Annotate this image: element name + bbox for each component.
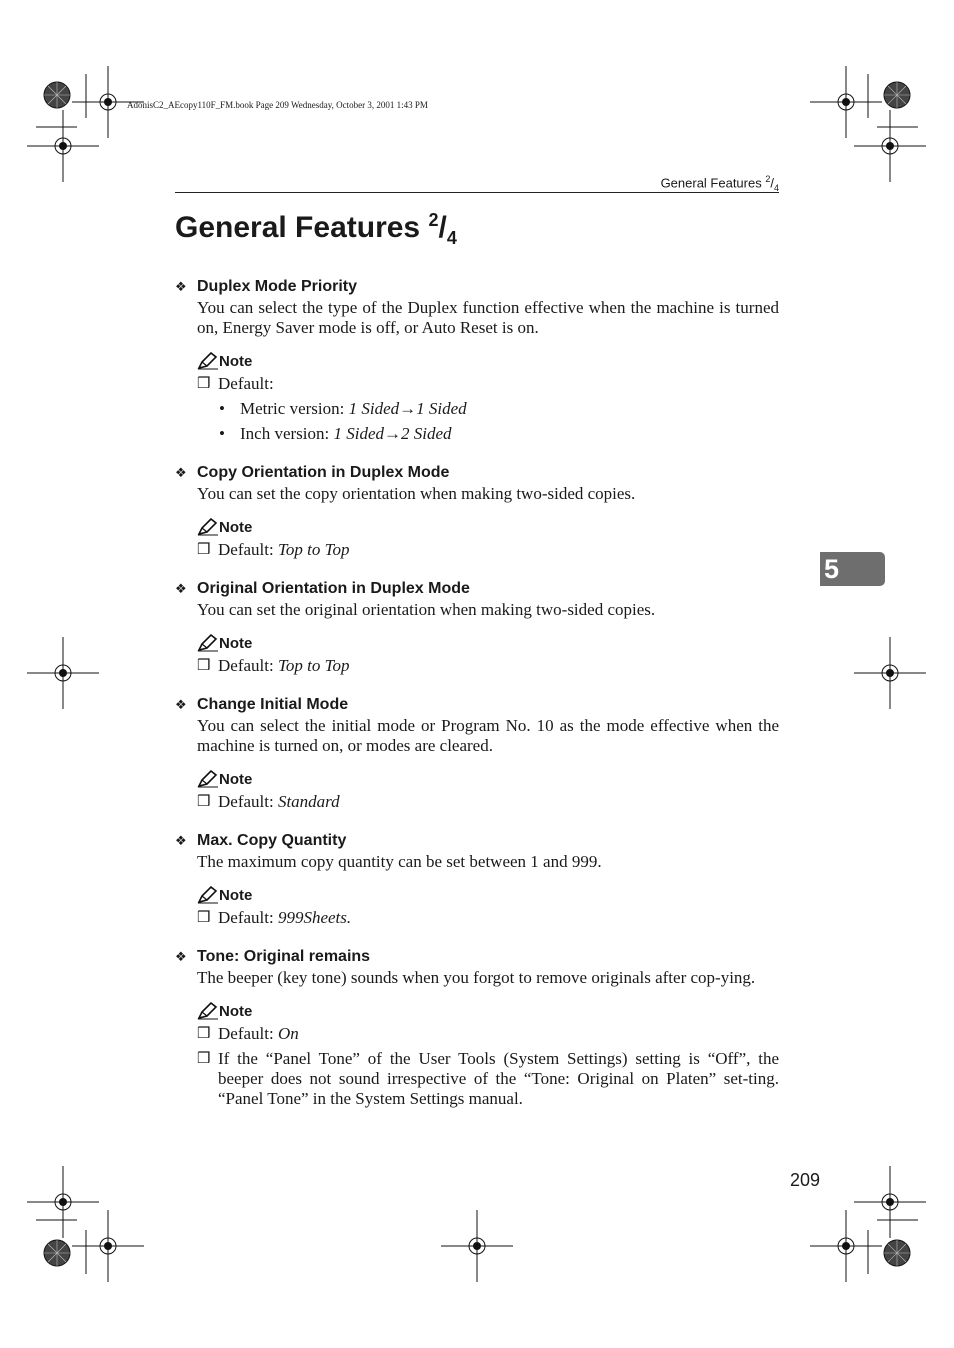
list-item: • Inch version: 1 Sided→2 Sided xyxy=(219,424,452,443)
section-body: You can set the copy orientation when making two-sided copies. xyxy=(197,484,636,503)
checkbox-bullet-icon: ❒ xyxy=(197,658,211,674)
pencil-note-icon xyxy=(197,886,219,904)
pencil-note-icon xyxy=(197,634,219,652)
chapter-tab: 5 xyxy=(820,552,885,586)
section-body: You can set the original orientation when making two-sided copies. xyxy=(197,600,656,619)
note-default: ❒ Default: On xyxy=(197,1024,299,1043)
pencil-note-icon xyxy=(197,770,219,788)
section-body: The maximum copy quantity can be set between 1 and 999. xyxy=(197,852,602,871)
section-heading: Tone: Original remains xyxy=(197,948,371,965)
section-max-copy-quantity xyxy=(175,830,779,928)
note-block xyxy=(197,632,779,676)
bottom-left-mark xyxy=(27,1166,144,1282)
file-header: AdonisC2_AEcopy110F_FM.book Page 209 Wednesday, October 3, 2001 1:43 PM xyxy=(127,100,428,110)
note-default: ❒ Default: Top to Top xyxy=(197,656,350,675)
note-label: Note xyxy=(219,518,253,536)
note-label: Note xyxy=(219,886,253,904)
diamond-bullet-icon: ❖ xyxy=(175,697,187,712)
note-label: Note xyxy=(219,634,253,652)
bottom-center-mark xyxy=(441,1210,513,1282)
diamond-bullet-icon: ❖ xyxy=(175,833,187,848)
note-label: Note xyxy=(219,1002,253,1020)
section-heading: Max. Copy Quantity xyxy=(197,832,347,849)
note-extra: ❒ If the “Panel Tone” of the User Tools (System Settings) setting is “Off”, the beeper does not sound irrespective of the “Tone: Original on Platen” set-ting. “Panel Tone” in the System Settings manual. xyxy=(197,1049,779,1108)
page-title: General Features $^2/_4$ xyxy=(175,210,457,248)
diamond-bullet-icon: ❖ xyxy=(175,279,187,294)
section-original-orientation xyxy=(175,578,779,676)
pencil-note-icon xyxy=(197,518,219,536)
mid-right-mark xyxy=(854,637,926,709)
checkbox-bullet-icon: ❒ xyxy=(197,1026,211,1042)
running-head: General Features $^2/_4$ xyxy=(660,174,779,193)
section-heading: Duplex Mode Priority xyxy=(197,278,358,295)
note-block xyxy=(197,516,779,560)
note-block xyxy=(197,350,779,444)
checkbox-bullet-icon: ❒ xyxy=(197,542,211,558)
diamond-bullet-icon: ❖ xyxy=(175,465,187,480)
section-heading: Copy Orientation in Duplex Mode xyxy=(197,464,450,481)
section-body: You can select the type of the Duplex function effective when the machine is turned on, Energy Saver mode is off, or Auto Reset is on. xyxy=(197,298,779,337)
header-rule xyxy=(175,192,779,193)
pencil-note-icon xyxy=(197,352,219,370)
note-block xyxy=(197,884,779,928)
section-duplex-mode-priority xyxy=(175,276,779,444)
page-number: 209 xyxy=(790,1170,821,1190)
bottom-right-mark xyxy=(810,1166,926,1282)
section-body: You can select the initial mode or Program No. 10 as the mode effective when the machine is turned on, or modes are cleared. xyxy=(197,716,779,755)
note-default: ❒ Default: 999Sheets. xyxy=(197,908,352,927)
note-label: Note xyxy=(219,352,253,370)
note-label: Note xyxy=(219,770,253,788)
checkbox-bullet-icon: ❒ xyxy=(197,910,211,926)
note-block xyxy=(197,1000,779,1109)
list-item: • Metric version: 1 Sided→1 Sided xyxy=(219,399,467,418)
top-left-mark xyxy=(27,66,144,182)
default-bullets xyxy=(219,399,779,444)
note-default: ❒ Default: xyxy=(197,374,274,393)
note-default: ❒ Default: Standard xyxy=(197,792,340,811)
section-tone-original-remains xyxy=(175,946,779,1109)
mid-left-mark xyxy=(27,637,99,709)
section-change-initial-mode xyxy=(175,694,779,812)
diamond-bullet-icon: ❖ xyxy=(175,581,187,596)
section-heading: Original Orientation in Duplex Mode xyxy=(197,580,470,597)
section-copy-orientation xyxy=(175,462,779,560)
checkbox-bullet-icon: ❒ xyxy=(197,1051,211,1067)
settings-list xyxy=(175,276,779,1127)
diamond-bullet-icon: ❖ xyxy=(175,949,187,964)
top-right-mark xyxy=(810,66,926,182)
checkbox-bullet-icon: ❒ xyxy=(197,376,211,392)
note-default: ❒ Default: Top to Top xyxy=(197,540,350,559)
pencil-note-icon xyxy=(197,1002,219,1020)
section-body: The beeper (key tone) sounds when you forgot to remove originals after cop-ying. xyxy=(197,968,756,987)
section-heading: Change Initial Mode xyxy=(197,696,349,713)
checkbox-bullet-icon: ❒ xyxy=(197,794,211,810)
note-block xyxy=(197,768,779,812)
